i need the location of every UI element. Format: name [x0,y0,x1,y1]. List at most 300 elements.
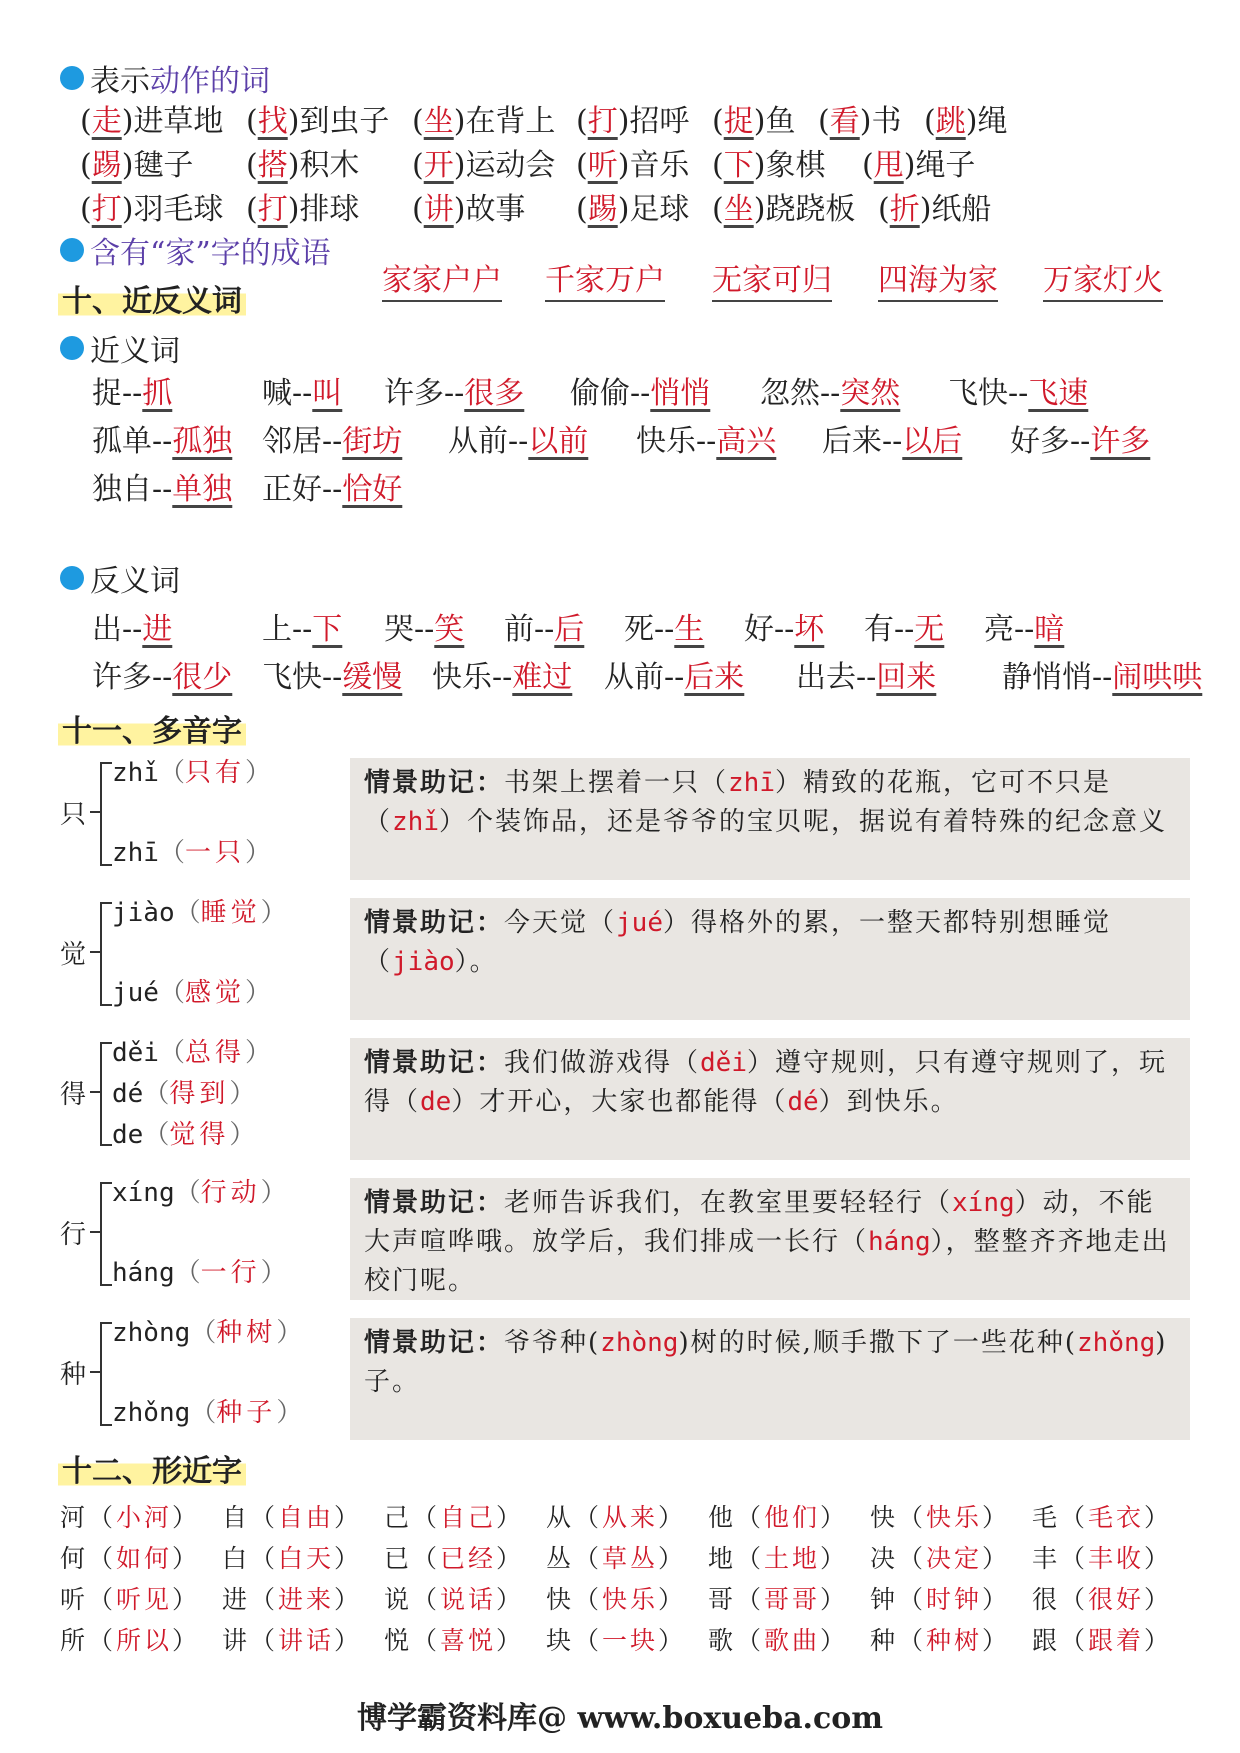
paren: ） [1144,1585,1173,1614]
similar-char-cell [870,1498,1010,1534]
antonym-answer: 后 [554,612,585,647]
context-pinyin: dé [787,1087,819,1117]
paren: （ [1060,1585,1089,1614]
paren: ） [658,1544,687,1573]
paren: ) [753,148,766,183]
paren: ( [412,192,424,227]
similar-char-cell [708,1621,848,1657]
similar-char: 丰 [1032,1544,1061,1573]
action-item [412,184,525,228]
pinyin: děi [112,1038,159,1068]
antonym-answer: 闹哄哄 [1112,660,1203,695]
action-object: 鱼 [765,104,796,139]
dash: -- [122,612,143,647]
similar-word: 从来 [602,1503,659,1532]
similar-char: 哥 [708,1585,737,1614]
dash: -- [414,612,435,647]
synonym-answer: 单独 [172,472,233,507]
pinyin: jiào [112,898,175,928]
similar-word: 所以 [116,1626,173,1655]
paren: ( [818,104,830,139]
antonym-answer: 很少 [172,660,233,695]
action-verb: 甩 [873,148,904,183]
antonym-word: 好 [744,612,774,647]
dash: -- [1070,424,1091,459]
context-box [350,1038,1190,1160]
dash: -- [820,376,841,411]
idiom-item [878,255,998,299]
paren: ( [412,104,424,139]
synonym-pair [262,464,402,508]
action-item [576,184,689,228]
action-verb: 坐 [423,104,454,139]
paren: ) [617,148,630,183]
paren: （ [898,1503,927,1532]
context-box [350,1178,1190,1300]
action-verb: 找 [257,104,288,139]
synonym-word: 许多 [384,376,444,411]
synonym-answer: 许多 [1090,424,1151,459]
pinyin: zhòng [112,1318,191,1348]
paren: ) [453,148,466,183]
dash: -- [654,612,675,647]
heading-colored: 动作的词 [150,64,270,99]
action-item [924,96,1007,140]
bullet-dot-icon [60,336,84,360]
similar-word: 很好 [1088,1585,1145,1614]
paren: （ [88,1585,117,1614]
paren: （ [1060,1544,1089,1573]
polyphone-reading [112,972,271,1009]
synonym-word: 好多 [1010,424,1070,459]
synonym-answer: 很多 [464,376,525,411]
paren: （ [174,1178,201,1208]
synonym-word: 喊 [262,376,292,411]
idiom-text: 万家灯火 [1043,263,1163,302]
action-verb: 走 [91,104,122,139]
similar-word: 白天 [278,1544,335,1573]
synonym-pair [636,416,776,460]
paren: ) [287,148,300,183]
context-label: 情景助记： [364,908,505,938]
paren: ） [260,1258,287,1288]
polyphone-char: 行 [60,1220,87,1250]
paren: （ [190,1398,217,1428]
context-pinyin: zhòng [600,1328,679,1358]
antonym-heading [60,556,180,600]
paren: ） [982,1585,1011,1614]
similar-word: 讲话 [278,1626,335,1655]
similar-word: 自由 [278,1503,335,1532]
action-item [576,140,689,184]
similar-char: 块 [546,1626,575,1655]
antonym-answer: 回来 [876,660,937,695]
context-text: ）遵守规则，只有遵守规则了，玩得（ [364,1048,1168,1117]
context-label: 情景助记： [364,1328,505,1358]
paren: ) [287,192,300,227]
similar-char-cell [222,1539,362,1575]
synonym-answer: 街坊 [342,424,403,459]
antonym-answer: 无 [914,612,945,647]
paren: ） [229,1079,256,1109]
paren: （ [158,978,185,1008]
paren: （ [898,1585,927,1614]
similar-word: 喜悦 [440,1626,497,1655]
synonym-pair [92,416,232,460]
similar-word: 哥哥 [764,1585,821,1614]
action-item [712,96,795,140]
synonym-word: 快乐 [636,424,696,459]
similar-char-cell [546,1621,686,1657]
paren: （ [574,1544,603,1573]
paren: ） [172,1503,201,1532]
paren: ） [982,1626,1011,1655]
action-item [412,140,555,184]
paren: ) [753,104,766,139]
paren: （ [574,1626,603,1655]
paren: （ [250,1626,279,1655]
antonym-pair [504,604,584,648]
action-verb: 打 [91,192,122,227]
antonym-word: 死 [624,612,654,647]
antonym-answer: 坏 [794,612,825,647]
paren: ( [576,192,588,227]
dash: -- [774,612,795,647]
paren: ( [246,192,258,227]
synonym-answer: 叫 [312,376,343,411]
similar-char-cell [708,1539,848,1575]
paren: ( [712,192,724,227]
paren: ） [658,1585,687,1614]
paren: ( [246,104,258,139]
antonym-answer: 缓慢 [342,660,403,695]
similar-char: 何 [60,1544,89,1573]
similar-word: 快乐 [926,1503,983,1532]
paren: ） [172,1544,201,1573]
paren: ) [121,148,134,183]
antonym-heading-text: 反义词 [90,564,180,599]
dash: -- [152,472,173,507]
paren: ) [903,148,916,183]
dash: -- [664,660,685,695]
dash: -- [322,472,343,507]
action-object: 在背上 [465,104,556,139]
dash: -- [508,424,529,459]
similar-char: 决 [870,1544,899,1573]
synonym-word: 偷偷 [570,376,630,411]
similar-char-cell [384,1498,524,1534]
synonym-word: 后来 [822,424,882,459]
idiom-item [382,255,502,299]
polyphone-reading [112,1312,302,1349]
example-word: 一只 [184,838,245,868]
action-item [576,96,689,140]
action-verb: 坐 [723,192,754,227]
action-verb: 讲 [423,192,454,227]
paren: ) [919,192,932,227]
similar-char: 自 [222,1503,251,1532]
paren: ( [576,104,588,139]
antonym-pair [744,604,824,648]
paren: ) [453,104,466,139]
antonym-pair [864,604,944,648]
paren: ） [982,1544,1011,1573]
paren: （ [412,1626,441,1655]
antonym-pair [796,652,936,696]
synonym-pair [948,368,1088,412]
paren: （ [88,1544,117,1573]
paren: （ [174,1258,201,1288]
similar-char-cell [60,1498,200,1534]
antonym-pair [384,604,464,648]
context-text: ）动，不能大声喧哗哦。放学后，我们排成一长行（ [364,1188,1155,1257]
idiom-heading [60,228,331,272]
action-object: 到虫子 [299,104,390,139]
synonym-pair [262,416,402,460]
synonym-pair [92,464,232,508]
polyphone-char: 只 [60,800,87,830]
antonym-word: 出 [92,612,122,647]
context-label: 情景助记： [364,1188,505,1218]
paren: ） [172,1626,201,1655]
similar-word: 时钟 [926,1585,983,1614]
paren: ） [496,1585,525,1614]
heading-prefix: 表示 [90,64,150,99]
synonym-word: 捉 [92,376,122,411]
synonym-pair [384,368,524,412]
similar-char-cell [1032,1498,1172,1534]
action-verb: 搭 [257,148,288,183]
similar-char: 种 [870,1626,899,1655]
polyphone-reading [112,832,271,869]
similar-char-cell [708,1580,848,1616]
polyphone-reading [112,1392,302,1429]
action-verb: 踢 [91,148,122,183]
similar-char-cell [708,1498,848,1534]
synonym-word: 正好 [262,472,322,507]
similar-word: 已经 [440,1544,497,1573]
antonym-answer: 后来 [684,660,745,695]
action-item [878,184,991,228]
action-object: 羽毛球 [133,192,224,227]
paren: （ [736,1503,765,1532]
synonym-pair [1010,416,1150,460]
brace [100,1042,112,1146]
similar-char: 歌 [708,1626,737,1655]
dash: -- [152,660,173,695]
dash: -- [292,376,313,411]
similar-char: 钟 [870,1585,899,1614]
dash: -- [1008,376,1029,411]
action-verb: 下 [723,148,754,183]
action-words-heading [60,56,270,100]
dash: -- [882,424,903,459]
antonym-word: 哭 [384,612,414,647]
paren: ( [246,148,258,183]
paren: ） [260,1178,287,1208]
action-item [862,140,975,184]
paren: ( [80,148,92,183]
context-pinyin: de [420,1087,452,1117]
context-text: 今天觉（ [504,908,617,938]
paren: ) [617,104,630,139]
similar-char: 很 [1032,1585,1061,1614]
antonym-pair [262,652,402,696]
idiom-item [1043,255,1163,299]
dash: -- [856,660,877,695]
paren: （ [1060,1503,1089,1532]
polyphone-reading [112,892,287,929]
similar-char-cell [546,1498,686,1534]
paren: ( [862,148,874,183]
synonym-answer: 以前 [528,424,589,459]
similar-char: 悦 [384,1626,413,1655]
antonym-word: 有 [864,612,894,647]
action-item [412,96,555,140]
action-item [818,96,901,140]
polyphone-reading [112,752,271,789]
similar-char: 已 [384,1544,413,1573]
paren: ） [245,1038,272,1068]
example-word: 种子 [216,1398,277,1428]
dash: -- [492,660,513,695]
antonym-word: 快乐 [432,660,492,695]
action-verb: 踢 [587,192,618,227]
context-text: )子。 [364,1328,1168,1397]
bullet-dot-icon [60,238,84,262]
similar-char: 毛 [1032,1503,1061,1532]
synonym-answer: 孤独 [172,424,233,459]
synonym-answer: 飞速 [1028,376,1089,411]
paren: ） [658,1503,687,1532]
paren: （ [736,1544,765,1573]
pinyin: zhǐ [112,758,159,788]
similar-char-cell [1032,1580,1172,1616]
polyphone-reading [112,1032,271,1069]
paren: ( [80,192,92,227]
action-object: 跷跷板 [765,192,856,227]
paren: ) [121,192,134,227]
similar-char-cell [60,1580,200,1616]
brace [100,1322,112,1426]
similar-char-cell [870,1621,1010,1657]
paren: （ [174,898,201,928]
paren: ( [712,148,724,183]
synonym-answer: 突然 [840,376,901,411]
similar-char-cell [546,1539,686,1575]
antonym-word: 亮 [984,612,1014,647]
polyphone-reading [112,1114,255,1151]
antonym-word: 上 [262,612,292,647]
similar-char: 听 [60,1585,89,1614]
similar-word: 丰收 [1088,1544,1145,1573]
similar-word: 跟着 [1088,1626,1145,1655]
similar-char-cell [384,1621,524,1657]
similar-char: 说 [384,1585,413,1614]
paren: （ [1060,1626,1089,1655]
action-item [246,140,359,184]
pinyin: dé [112,1079,144,1109]
synonym-word: 忽然 [760,376,820,411]
synonym-word: 邻居 [262,424,322,459]
pinyin: xíng [112,1178,175,1208]
synonym-word: 孤单 [92,424,152,459]
context-text: 老师告诉我们，在教室里要轻轻行（ [504,1188,953,1218]
dash: -- [534,612,555,647]
action-object: 书 [871,104,902,139]
similar-char-cell [384,1539,524,1575]
paren: ） [820,1626,849,1655]
dash: -- [444,376,465,411]
action-verb: 看 [829,104,860,139]
action-object: 足球 [629,192,690,227]
antonym-pair [984,604,1064,648]
context-pinyin: děi [700,1048,747,1078]
example-word: 觉得 [169,1120,230,1150]
synonym-pair [262,368,342,412]
synonym-answer: 悄悄 [650,376,711,411]
paren: （ [190,1318,217,1348]
dash: -- [696,424,717,459]
paren: ) [287,104,300,139]
action-item [246,96,389,140]
action-object: 绳 [977,104,1008,139]
action-item [712,140,825,184]
polyphone-char: 种 [60,1360,87,1390]
similar-char-cell [870,1580,1010,1616]
similar-char: 讲 [222,1626,251,1655]
similar-word: 自己 [440,1503,497,1532]
similar-word: 小河 [116,1503,173,1532]
dash: -- [122,376,143,411]
context-pinyin: zhǒng [1077,1328,1156,1358]
action-item [80,140,193,184]
synonym-pair [822,416,962,460]
similar-char-cell [546,1580,686,1616]
paren: ) [617,192,630,227]
brace [100,762,112,866]
action-verb: 跳 [935,104,966,139]
synonym-pair [448,416,588,460]
synonym-pair [760,368,900,412]
paren: ） [820,1503,849,1532]
action-object: 招呼 [629,104,690,139]
similar-word: 快乐 [602,1585,659,1614]
paren: （ [412,1544,441,1573]
pinyin: háng [112,1258,175,1288]
idiom-text: 千家万户 [545,263,665,302]
context-box [350,898,1190,1020]
paren: ） [334,1544,363,1573]
action-verb: 捉 [723,104,754,139]
paren: ） [496,1626,525,1655]
antonym-pair [604,652,744,696]
context-pinyin: jiào [392,947,455,977]
polyphone-reading [112,1172,287,1209]
similar-char: 从 [546,1503,575,1532]
paren: ） [820,1544,849,1573]
synonym-answer: 恰好 [342,472,403,507]
similar-char: 己 [384,1503,413,1532]
idiom-text: 四海为家 [878,263,998,302]
antonym-word: 前 [504,612,534,647]
similar-char: 跟 [1032,1626,1061,1655]
paren: （ [412,1585,441,1614]
paren: ） [1144,1503,1173,1532]
action-verb: 听 [587,148,618,183]
dash: -- [894,612,915,647]
antonym-word: 飞快 [262,660,322,695]
